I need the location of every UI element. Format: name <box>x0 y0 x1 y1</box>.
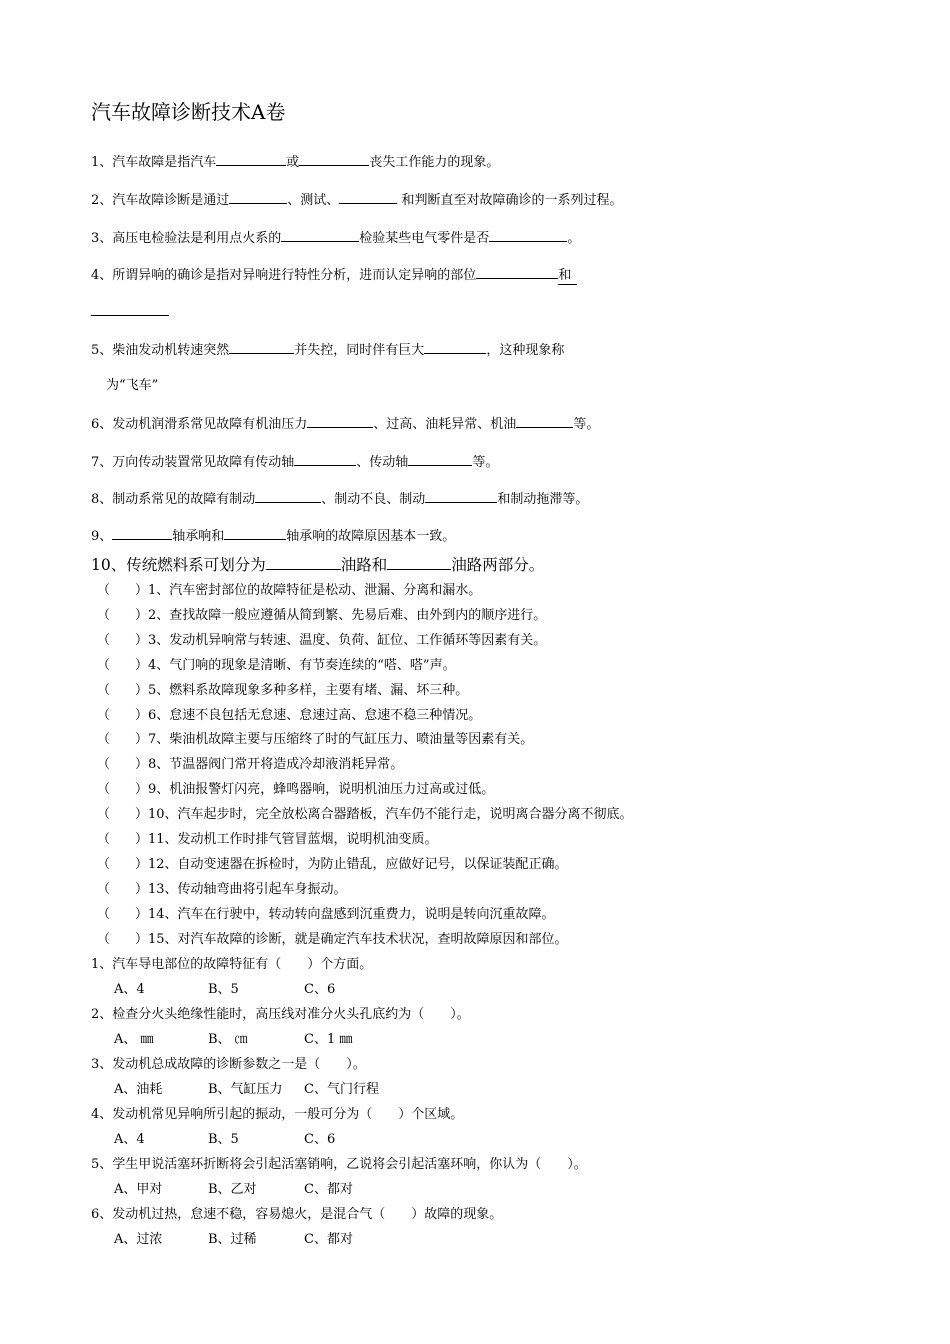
judge-statement: 14、汽车在行驶中，转动转向盘感到沉重费力，说明是转向沉重故障。 <box>148 906 555 922</box>
choice-option[interactable]: A、过浓 <box>114 1231 163 1247</box>
judge-item <box>97 608 546 624</box>
choice-question: 3、发动机总成故障的诊断参数之一是（ ）。 <box>91 1056 366 1072</box>
choice-option[interactable]: A、 ㎜ <box>114 1031 154 1047</box>
answer-paren-close: ） <box>135 856 149 872</box>
answer-paren-close: ） <box>135 732 149 748</box>
judge-statement: 3、发动机异响常与转速、温度、负荷、缸位、工作循环等因素有关。 <box>148 632 547 648</box>
fill-question-4: 4、所谓异响的确诊是指对异响进行特性分析，进而认定异响的部位 和 <box>91 266 577 285</box>
answer-paren[interactable]: （ <box>97 931 111 947</box>
answer-paren[interactable]: （ <box>97 807 111 823</box>
choice-option[interactable]: A、4 <box>114 982 145 997</box>
answer-paren-close: ） <box>135 782 149 798</box>
answer-blank[interactable] <box>229 341 294 354</box>
answer-paren-close: ） <box>135 607 149 623</box>
answer-blank[interactable] <box>224 527 286 540</box>
judge-item <box>97 583 481 599</box>
choice-option[interactable]: C、都对 <box>304 1231 353 1247</box>
choice-option[interactable]: C、6 <box>304 982 336 997</box>
answer-paren[interactable]: （ <box>97 856 111 872</box>
choice-option[interactable]: B、气缸压力 <box>208 1081 283 1097</box>
answer-blank[interactable] <box>91 314 169 316</box>
answer-paren[interactable]: （ <box>97 757 111 773</box>
judge-statement: 13、传动轴弯曲将引起车身振动。 <box>148 881 347 897</box>
answer-blank[interactable] <box>294 453 356 466</box>
answer-blank[interactable] <box>307 415 373 428</box>
answer-paren[interactable]: （ <box>97 881 111 897</box>
answer-paren[interactable]: （ <box>97 707 111 723</box>
choice-option[interactable]: C、1 ㎜ <box>304 1031 353 1047</box>
choice-option[interactable]: C、气门行程 <box>304 1081 379 1097</box>
answer-paren-close: ） <box>135 807 149 823</box>
judge-statement: 12、自动变速器在拆检时，为防止错乱，应做好记号，以保证装配正确。 <box>148 856 568 872</box>
fill-question-1: 1、汽车故障是指汽车 或 丧失工作能力的现象。 <box>91 155 500 170</box>
answer-paren[interactable]: （ <box>97 632 111 648</box>
judge-item <box>97 732 533 748</box>
fill-question-6: 6、发动机润滑系常见故障有机油压力 、过高、油耗异常、机油 等。 <box>91 417 600 432</box>
fill-question-7: 7、万向传动装置常见故障有传动轴 、传动轴 等。 <box>91 455 499 470</box>
answer-blank[interactable] <box>339 191 397 204</box>
judge-item <box>97 683 468 699</box>
answer-blank[interactable] <box>229 191 287 204</box>
choice-option[interactable]: B、 ㎝ <box>208 1031 248 1047</box>
choice-question: 5、学生甲说活塞环折断将会引起活塞销响，乙说将会引起活塞环响，你认为（ ）。 <box>91 1156 587 1172</box>
judge-item <box>97 658 456 674</box>
answer-paren[interactable]: （ <box>97 732 111 748</box>
fill-question-5: 5、柴油发动机转速突然 并失控，同时伴有巨大 ，这种现象称 <box>91 343 565 358</box>
judge-statement: 7、柴油机故障主要与压缩终了时的气缸压力、喷油量等因素有关。 <box>148 732 534 748</box>
answer-blank[interactable] <box>476 266 558 279</box>
fill-question-3: 3、高压电检验法是利用点火系的 检验某些电气零件是否 。 <box>91 231 581 246</box>
choice-question: 1、汽车导电部位的故障特征有（ ）个方面。 <box>91 957 373 972</box>
answer-paren-close: ） <box>135 657 149 673</box>
answer-paren[interactable]: （ <box>97 583 111 598</box>
answer-blank[interactable] <box>425 490 497 503</box>
answer-paren-close: ） <box>135 632 149 648</box>
answer-paren-close: ） <box>135 757 149 773</box>
fill-question-9: 9、 轴承响和 轴承响的故障原因基本一致。 <box>91 529 456 544</box>
fill-question-5-continuation: 为“飞车” <box>106 378 159 393</box>
fill-question-10: 10、传统燃料系可划分为 油路和 油路两部分。 <box>91 556 545 574</box>
answer-blank[interactable] <box>255 490 321 503</box>
judge-statement: 10、汽车起步时，完全放松离合器踏板，汽车仍不能行走，说明离合器分离不彻底。 <box>148 807 633 823</box>
answer-paren-close: ） <box>135 931 149 947</box>
answer-blank[interactable] <box>299 153 369 166</box>
judge-statement: 5、燃料系故障现象多种多样，主要有堵、漏、坏三种。 <box>148 682 469 698</box>
judge-item <box>97 832 438 848</box>
answer-paren-close: ） <box>135 881 149 897</box>
page-title: 汽车故障诊断技术A卷 <box>91 100 286 124</box>
answer-paren[interactable]: （ <box>97 657 111 673</box>
answer-paren-close: ） <box>135 832 149 847</box>
answer-paren-close: ） <box>135 707 149 723</box>
answer-blank[interactable] <box>489 229 567 242</box>
judge-statement: 6、怠速不良包括无怠速、怠速过高、怠速不稳三种情况。 <box>148 707 482 723</box>
answer-blank[interactable] <box>387 555 451 570</box>
judge-item <box>97 633 546 649</box>
choice-question: 6、发动机过热，怠速不稳，容易熄火，是混合气（ ）故障的现象。 <box>91 1206 503 1222</box>
choice-option[interactable]: A、油耗 <box>114 1081 163 1097</box>
judge-statement: 4、气门响的现象是清晰、有节奏连续的“嗒、嗒”声。 <box>148 657 456 673</box>
judge-statement: 15、对汽车故障的诊断，就是确定汽车技术状况，查明故障原因和部位。 <box>148 931 568 947</box>
answer-blank[interactable] <box>112 527 172 540</box>
judge-item <box>97 857 568 873</box>
judge-statement: 11、发动机工作时排气管冒蓝烟，说明机油变质。 <box>148 832 438 847</box>
choice-option[interactable]: B、5 <box>208 982 239 997</box>
answer-paren-close: ） <box>135 583 149 598</box>
choice-option[interactable]: B、5 <box>208 1131 239 1147</box>
answer-blank[interactable] <box>266 555 341 570</box>
answer-paren[interactable]: （ <box>97 607 111 623</box>
answer-blank[interactable] <box>516 415 573 428</box>
answer-blank[interactable] <box>281 229 359 242</box>
judge-statement: 8、节温器阀门常开将造成冷却液消耗异常。 <box>148 757 404 773</box>
judge-item <box>97 932 568 948</box>
answer-blank[interactable] <box>408 453 472 466</box>
judge-item <box>97 782 494 798</box>
choice-option[interactable]: B、过稀 <box>208 1231 257 1247</box>
choice-question: 2、检查分火头绝缘性能时，高压线对准分火头孔底约为（ ）。 <box>91 1006 470 1022</box>
judge-statement: 2、查找故障一般应遵循从简到繁、先易后难、由外到内的顺序进行。 <box>148 607 547 623</box>
answer-paren-close: ） <box>135 682 149 698</box>
judge-statement: 1、汽车密封部位的故障特征是松动、泄漏、分离和漏水。 <box>148 583 482 598</box>
answer-paren-close: ） <box>135 906 149 922</box>
choice-option[interactable]: B、乙对 <box>208 1181 257 1197</box>
answer-paren[interactable]: （ <box>97 782 111 798</box>
choice-option[interactable]: C、都对 <box>304 1181 353 1197</box>
judge-item <box>97 757 403 773</box>
answer-paren[interactable]: （ <box>97 682 111 698</box>
judge-statement: 9、机油报警灯闪亮，蜂鸣器响，说明机油压力过高或过低。 <box>148 782 495 798</box>
choice-option[interactable]: A、4 <box>114 1131 145 1147</box>
judge-item <box>97 807 633 823</box>
judge-item <box>97 907 555 923</box>
answer-blank[interactable] <box>216 153 286 166</box>
choice-question: 4、发动机常见异响所引起的振动，一般可分为（ ）个区域。 <box>91 1106 464 1122</box>
choice-option[interactable]: A、甲对 <box>114 1181 163 1197</box>
answer-paren[interactable]: （ <box>97 906 111 922</box>
answer-paren[interactable]: （ <box>97 832 111 847</box>
judge-item <box>97 708 481 724</box>
answer-blank[interactable] <box>424 341 486 354</box>
choice-option[interactable]: C、6 <box>304 1131 336 1147</box>
fill-question-2: 2、汽车故障诊断是通过 、测试、 和判断直至对故障确诊的一系列过程。 <box>91 193 623 208</box>
judge-item <box>97 882 347 898</box>
fill-question-8: 8、制动系常见的故障有制动 、制动不良、制动 和制动拖滞等。 <box>91 492 589 507</box>
